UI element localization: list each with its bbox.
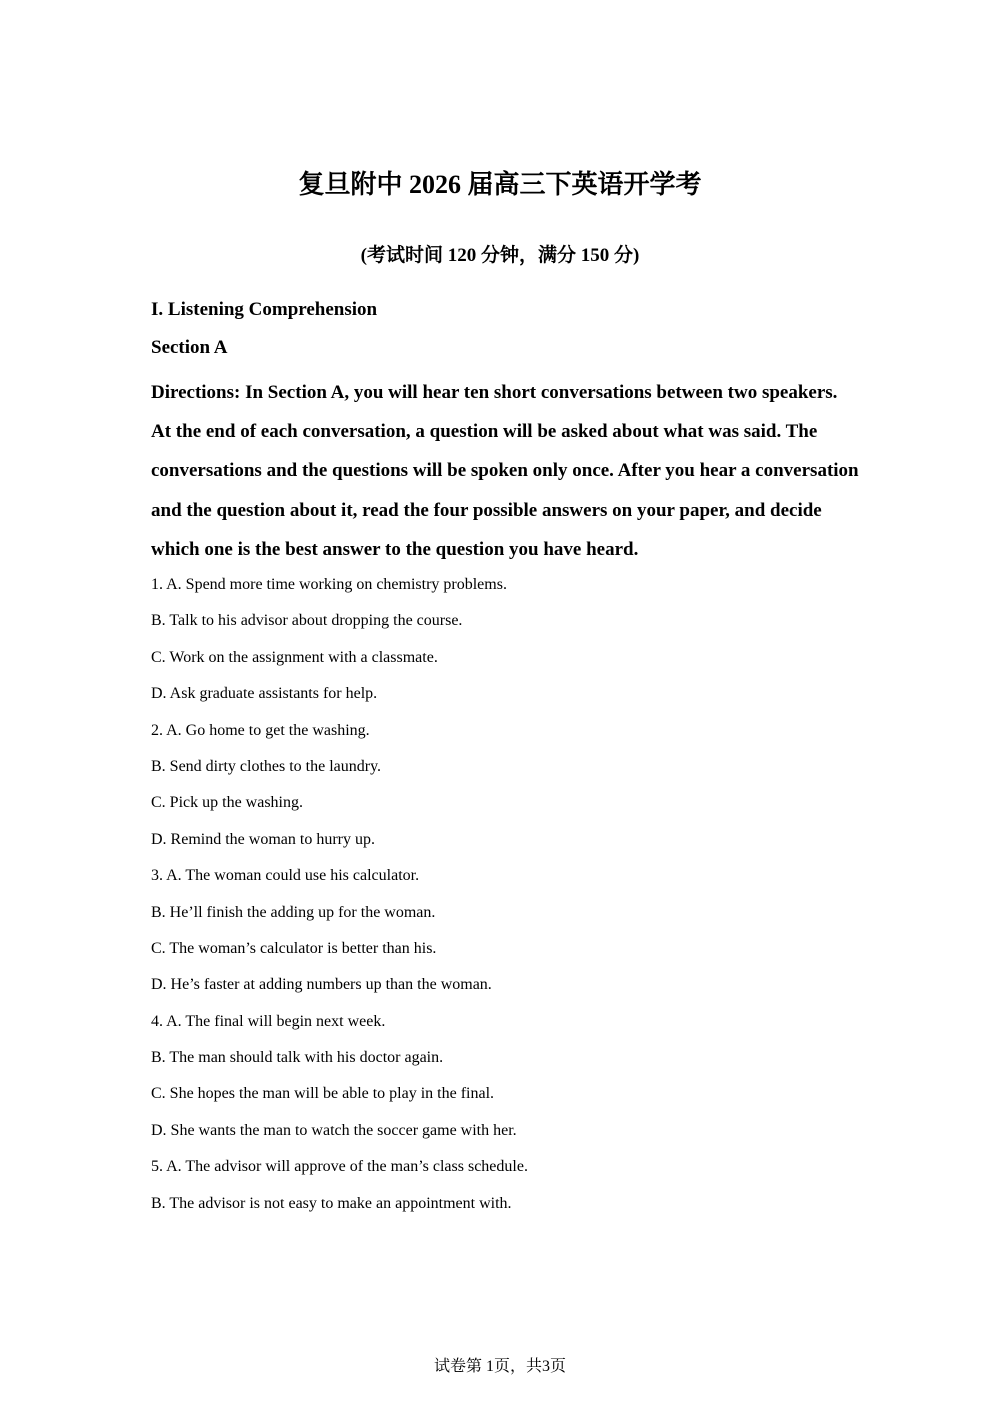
question-line: B. Talk to his advisor about dropping the course. (151, 612, 463, 630)
question-list (151, 575, 861, 1214)
exam-title: 复旦附中 2026 届高三下英语开学考 (298, 170, 702, 199)
question-line: C. Pick up the washing. (151, 794, 303, 812)
directions-text: Directions: In Section A, you will hear ten short conversations between two speakers. At the end of each conversation, a question will be asked about what was said. The conversations and the questions will be spoken only once. After you hear a conversation and the question about it, read the four possible answers on your paper, and decide which one is the best answer to the question you have heard. (151, 382, 859, 560)
question-line: D. Remind the woman to hurry up. (151, 830, 375, 848)
question-line: 3. A. The woman could use his calculator. (151, 867, 420, 885)
question-line: B. The man should talk with his doctor again. (151, 1049, 444, 1067)
question-line: D. He’s faster at adding numbers up than the woman. (151, 976, 492, 994)
question-line: C. The woman’s calculator is better than his. (151, 939, 437, 957)
question-line: C. Work on the assignment with a classmate. (151, 648, 438, 666)
question-line: B. He’ll finish the adding up for the woman. (151, 903, 436, 921)
question-line: 4. A. The final will begin next week. (151, 1012, 386, 1030)
page-footer: 试卷第 1页，共3页 (433, 1358, 566, 1375)
question-line: D. Ask graduate assistants for help. (151, 685, 378, 703)
section-heading: Section A (151, 337, 228, 358)
question-line: 5. A. The advisor will approve of the man’s class schedule. (151, 1158, 528, 1176)
question-line: 1. A. Spend more time working on chemistry problems. (151, 576, 507, 594)
question-line: 2. A. Go home to get the washing. (151, 721, 370, 739)
question-line: B. The advisor is not easy to make an appointment with. (151, 1194, 512, 1212)
question-line: D. She wants the man to watch the soccer game with her. (151, 1121, 517, 1139)
exam-subtitle: (考试时间 120 分钟，满分 150 分) (360, 245, 640, 266)
question-line: B. Send dirty clothes to the laundry. (151, 757, 382, 775)
part-heading: I. Listening Comprehension (151, 299, 378, 320)
question-line: C. She hopes the man will be able to play in the final. (151, 1085, 495, 1103)
exam-content (151, 297, 861, 1230)
